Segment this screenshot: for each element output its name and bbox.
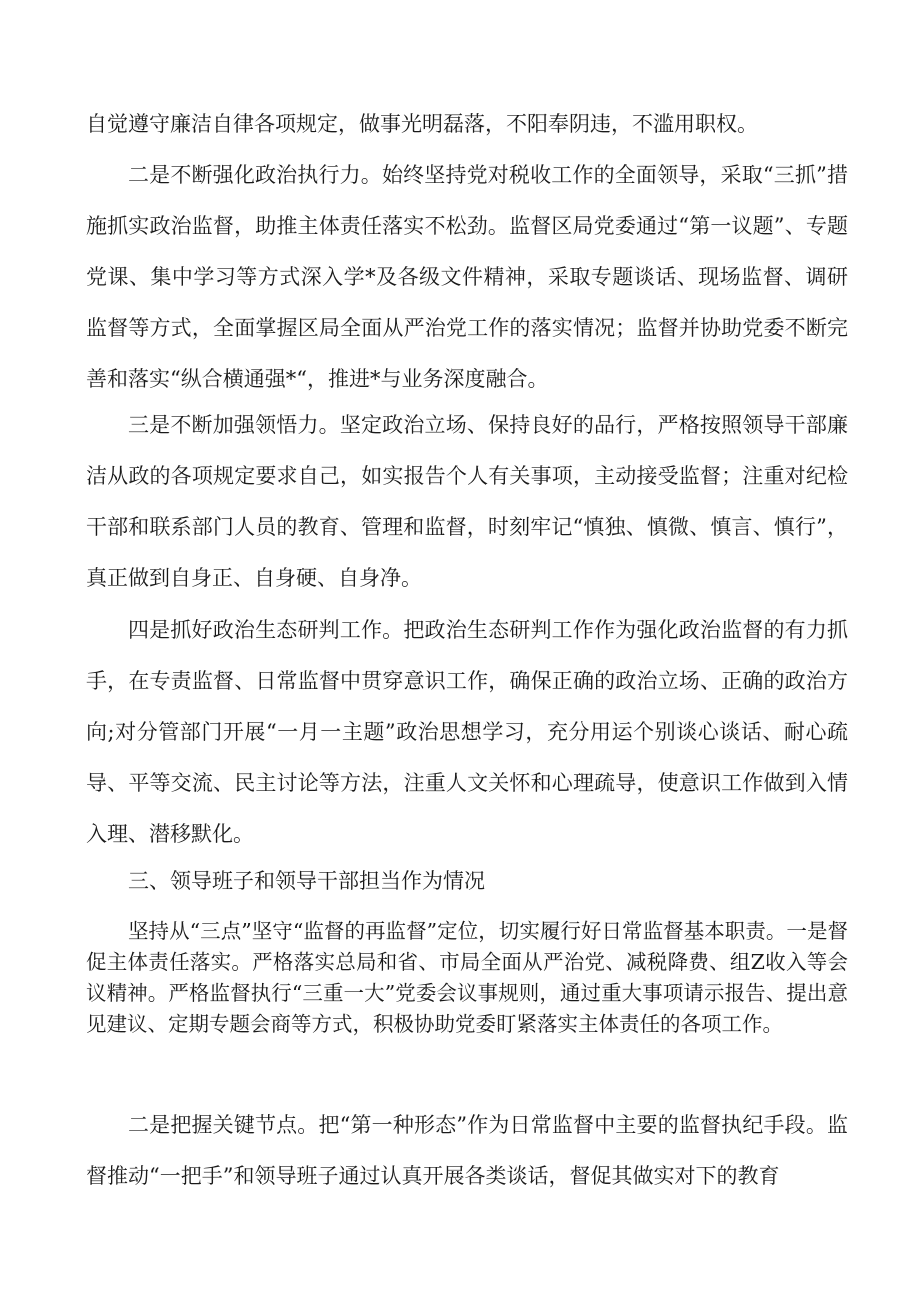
- paragraph-1: 自觉遵守廉洁自律各项规定，做事光明磊落，不阳奉阴违，不滥用职权。: [86, 112, 758, 136]
- section-heading: 三、领导班子和领导干部担当作为情况: [128, 869, 485, 893]
- paragraph-5: 坚持从“三点”坚守“监督的再监督”定位，切实履行好日常监督基本职责。一是督促主体责任落实。严格落实总局和省、市局全面从严治党、减税降费、组Z收入等会议精神。严格监督执行“三重一大”党委会议事规则，通过重大事项请示报告、提出意见建议、定期专题会商等方式，积极协助党委盯紧落实主体责任的各项工作。: [86, 919, 848, 1036]
- paragraph-4: 四是抓好政治生态研判工作。把政治生态研判工作作为强化政治监督的有力抓手，在专责监督、日常监督中贯穿意识工作，确保正确的政治立场、正确的政治方向;对分管部门开展“一月一主题”政治思想学习，充分用运个别谈心谈话、耐心疏导、平等交流、民主讨论等方法，注重人文关怀和心理疏导，使意识工作做到入情入理、潜移默化。: [86, 618, 848, 846]
- paragraph-6: 二是把握关键节点。把“第一种形态”作为日常监督中主要的监督执纪手段。监督推动“一把手”和领导班子通过认真开展各类谈话，督促其做实对下的教育: [86, 1113, 848, 1188]
- paragraph-3: 三是不断加强领悟力。坚定政治立场、保持良好的品行，严格按照领导干部廉洁从政的各项规定要求自己，如实报告个人有关事项，主动接受监督；注重对纪检干部和联系部门人员的教育、管理和监督，时刻牢记“慎独、慎微、慎言、慎行”，真正做到自身正、自身硬、自身净。: [86, 413, 848, 590]
- paragraph-2: 二是不断强化政治执行力。始终坚持党对税收工作的全面领导，采取“三抓”措施抓实政治监督，助推主体责任落实不松劲。监督区局党委通过“第一议题”、专题党课、集中学习等方式深入学*及各级文件精神，采取专题谈话、现场监督、调研监督等方式，全面掌握区局全面从严治党工作的落实情况；监督并协助党委不断完善和落实“纵合横通强*“，推进*与业务深度融合。: [86, 163, 848, 391]
